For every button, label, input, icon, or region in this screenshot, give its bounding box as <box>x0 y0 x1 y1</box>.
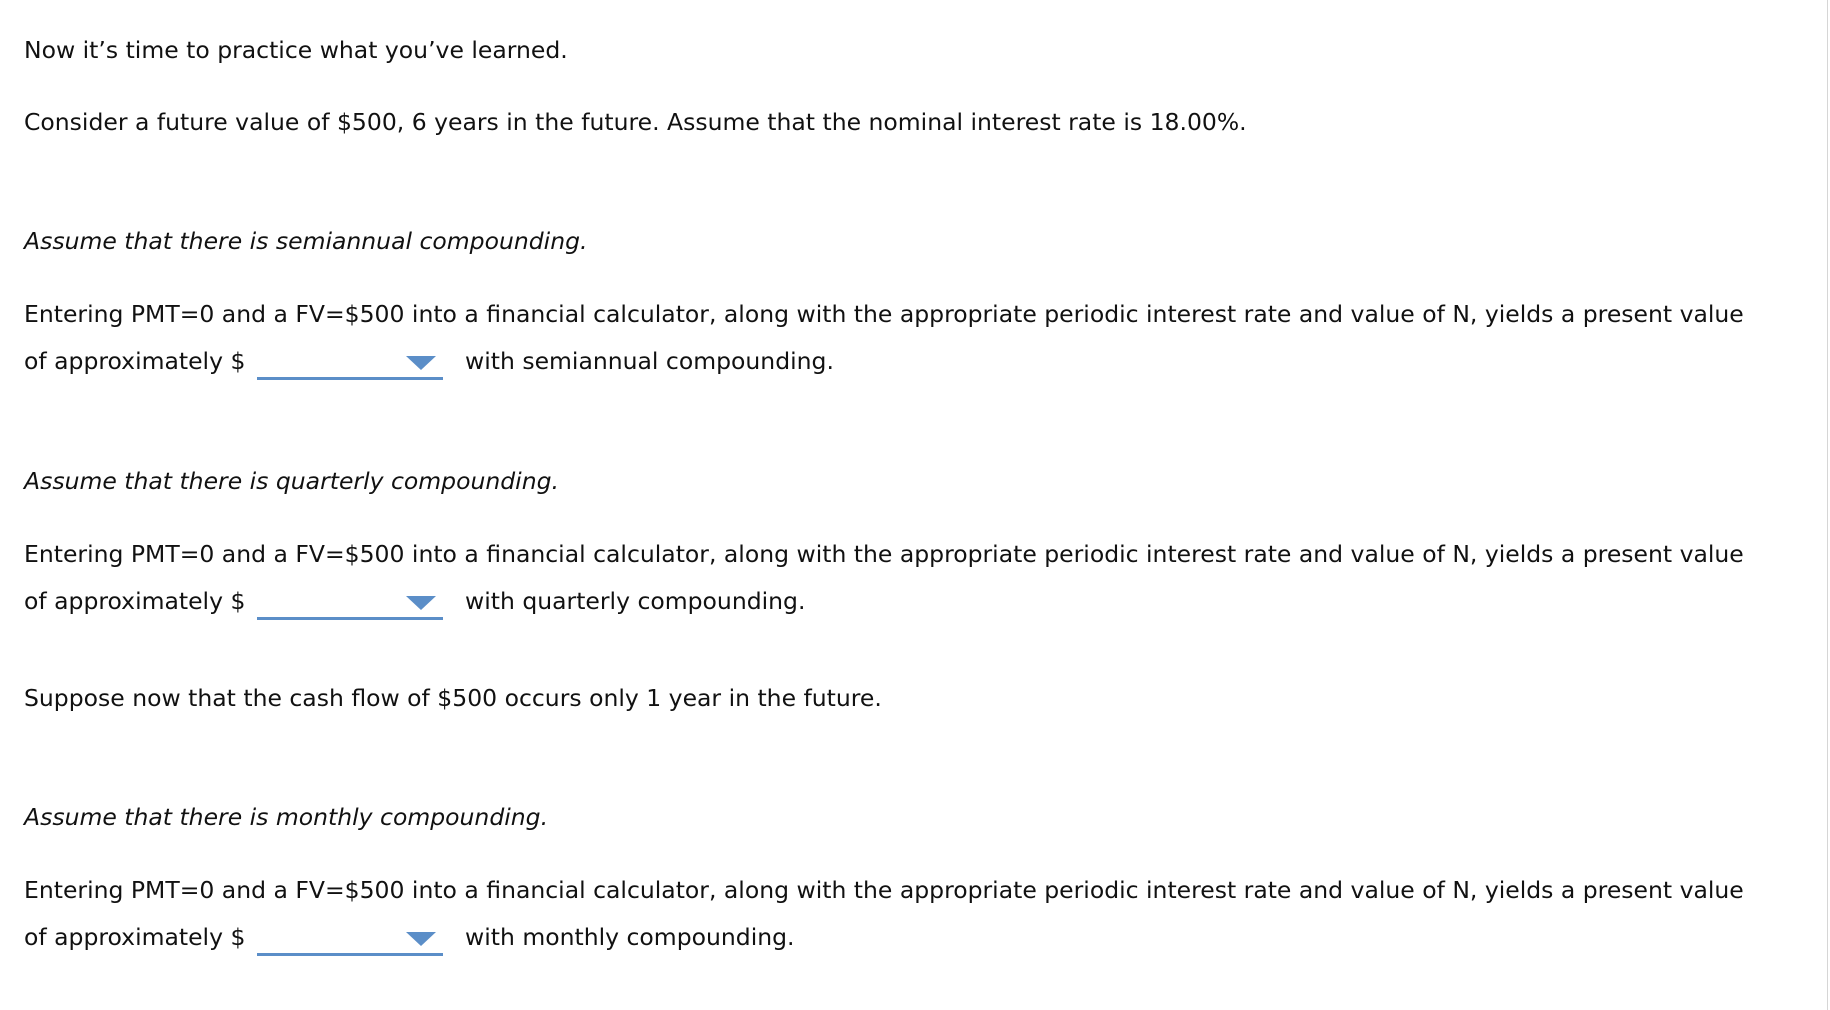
semiannual-suffix: with semiannual compounding. <box>465 347 834 375</box>
chevron-down-icon <box>406 356 436 370</box>
quarterly-question: Entering PMT=0 and a FV=$500 into a financial calculator, along with the appropriate periodic interest rate and value of N, yields a present value <box>24 540 1744 568</box>
semiannual-answer-dropdown[interactable] <box>257 346 443 380</box>
chevron-down-icon <box>406 596 436 610</box>
monthly-answer-dropdown[interactable] <box>257 922 443 956</box>
monthly-heading: Assume that there is monthly compounding. <box>24 803 549 831</box>
intro-text: Now it’s time to practice what you’ve learned. <box>24 36 568 64</box>
suppose-text: Suppose now that the cash flow of $500 occurs only 1 year in the future. <box>24 684 882 712</box>
monthly-question: Entering PMT=0 and a FV=$500 into a financial calculator, along with the appropriate periodic interest rate and value of N, yields a present value <box>24 876 1744 904</box>
semiannual-question: Entering PMT=0 and a FV=$500 into a financial calculator, along with the appropriate periodic interest rate and value of N, yields a present value <box>24 300 1744 328</box>
page-right-border <box>1827 0 1828 1010</box>
quarterly-suffix: with quarterly compounding. <box>465 587 806 615</box>
monthly-prefix: of approximately $ <box>24 923 246 951</box>
quarterly-answer-dropdown[interactable] <box>257 586 443 620</box>
problem-statement: Consider a future value of $500, 6 years in the future. Assume that the nominal interest rate is 18.00%. <box>24 108 1247 136</box>
semiannual-heading: Assume that there is semiannual compounding. <box>24 227 588 255</box>
monthly-suffix: with monthly compounding. <box>465 923 795 951</box>
chevron-down-icon <box>406 932 436 946</box>
semiannual-prefix: of approximately $ <box>24 347 246 375</box>
quarterly-heading: Assume that there is quarterly compounding. <box>24 467 559 495</box>
quarterly-prefix: of approximately $ <box>24 587 246 615</box>
